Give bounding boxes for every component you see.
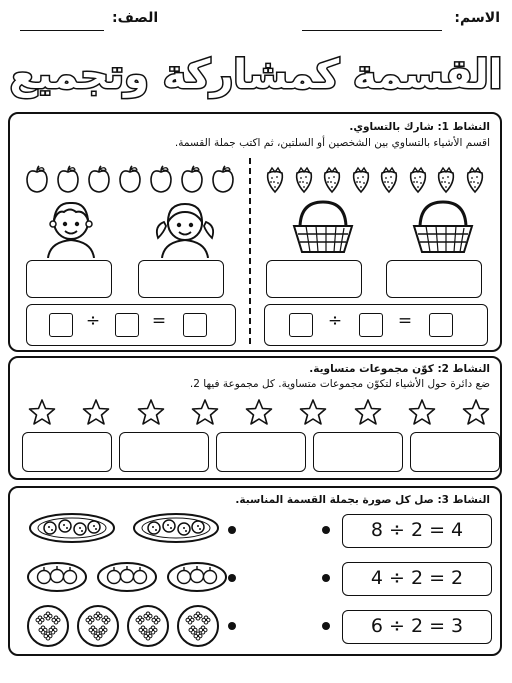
activity1-panel [8,112,502,352]
match-dot-right[interactable] [322,622,330,630]
strawberry-icon [264,164,286,194]
apple-icon [210,164,236,194]
strawberry-icon [293,164,315,194]
match-dot-left[interactable] [228,526,236,534]
equals-sign: = [397,311,413,331]
match-dot-right[interactable] [322,526,330,534]
apple-bowl-icon [26,560,88,594]
name-label: الاسم: [454,10,500,26]
class-field[interactable] [20,14,104,31]
basket-icon [410,198,476,256]
strawberry-icon [464,164,486,194]
star-icon [299,398,327,426]
basket-answer-box[interactable] [386,260,482,298]
basket-icon [290,198,356,256]
star-icon [28,398,56,426]
apple-bowl-icon [96,560,158,594]
equation-card[interactable]: 8 ÷ 2 = 4 [342,514,492,548]
apple-bowl-icon [166,560,228,594]
divisor-box[interactable] [115,313,139,337]
divisor-box[interactable] [359,313,383,337]
title-text: القسمة كمشاركة وتجميع [9,52,503,98]
apple-icon [148,164,174,194]
group-answer-box[interactable] [410,432,500,472]
apples-row [24,164,236,196]
apple-icon [55,164,81,194]
star-icon [462,398,490,426]
equation-card[interactable]: 6 ÷ 2 = 3 [342,610,492,644]
flower-circles-row [26,604,226,648]
flower-circle-icon [76,604,120,648]
stars-row [22,398,490,428]
star-icon [408,398,436,426]
group-answer-box[interactable] [313,432,403,472]
group-answer-box[interactable] [22,432,112,472]
boy-icon [40,198,102,258]
match-dot-left[interactable] [228,574,236,582]
girl-answer-box[interactable] [138,260,224,298]
division-sentence [26,304,236,346]
flower-circle-icon [126,604,170,648]
star-icon [137,398,165,426]
match-dot-left[interactable] [228,622,236,630]
page-title [0,40,512,110]
strawberry-icon [435,164,457,194]
quotient-box[interactable] [429,313,453,337]
match-dot-right[interactable] [322,574,330,582]
activity1-instruction: اقسم الأشياء بالتساوي بين الشخصين أو السلتين، ثم اكتب جملة القسمة. [174,137,490,149]
flower-circle-icon [26,604,70,648]
star-icon [82,398,110,426]
strawberry-icon [350,164,372,194]
quotient-box[interactable] [183,313,207,337]
activity3-panel [8,486,502,656]
strawberry-icon [378,164,400,194]
equals-sign: = [151,311,167,331]
divider [249,158,251,344]
cookie-plate-icon [132,512,220,544]
strawberry-icon [321,164,343,194]
boy-answer-box[interactable] [26,260,112,298]
activity2-instruction: ضع دائرة حول الأشياء لتكوّن مجموعات متساوية. كل مجموعة فيها 2. [189,378,490,390]
activity1-heading: النشاط 1: شارك بالتساوي. [349,121,490,133]
apple-icon [24,164,50,194]
title-art [0,40,512,106]
division-sentence [264,304,488,346]
star-icon [245,398,273,426]
divide-sign: ÷ [327,311,343,331]
group-answer-box[interactable] [119,432,209,472]
activity2-heading: النشاط 2: كوّن مجموعات متساوية. [309,363,490,375]
girl-icon [152,198,218,258]
star-icon [191,398,219,426]
activity3-heading: النشاط 3: صل كل صورة بجملة القسمة المناسبة. [235,494,490,506]
star-icon [354,398,382,426]
flower-circle-icon [176,604,220,648]
basket-answer-box[interactable] [266,260,362,298]
group-answer-box[interactable] [216,432,306,472]
apple-icon [117,164,143,194]
apple-icon [86,164,112,194]
dividend-box[interactable] [49,313,73,337]
apple-icon [179,164,205,194]
groups-row [22,432,492,474]
cookie-plate-icon [28,512,116,544]
activity2-panel [8,356,502,480]
divide-sign: ÷ [85,311,101,331]
name-field[interactable] [302,14,442,31]
dividend-box[interactable] [289,313,313,337]
equation-card[interactable]: 4 ÷ 2 = 2 [342,562,492,596]
strawberry-icon [407,164,429,194]
class-label: الصف: [112,10,159,26]
strawberries-row [264,164,490,196]
